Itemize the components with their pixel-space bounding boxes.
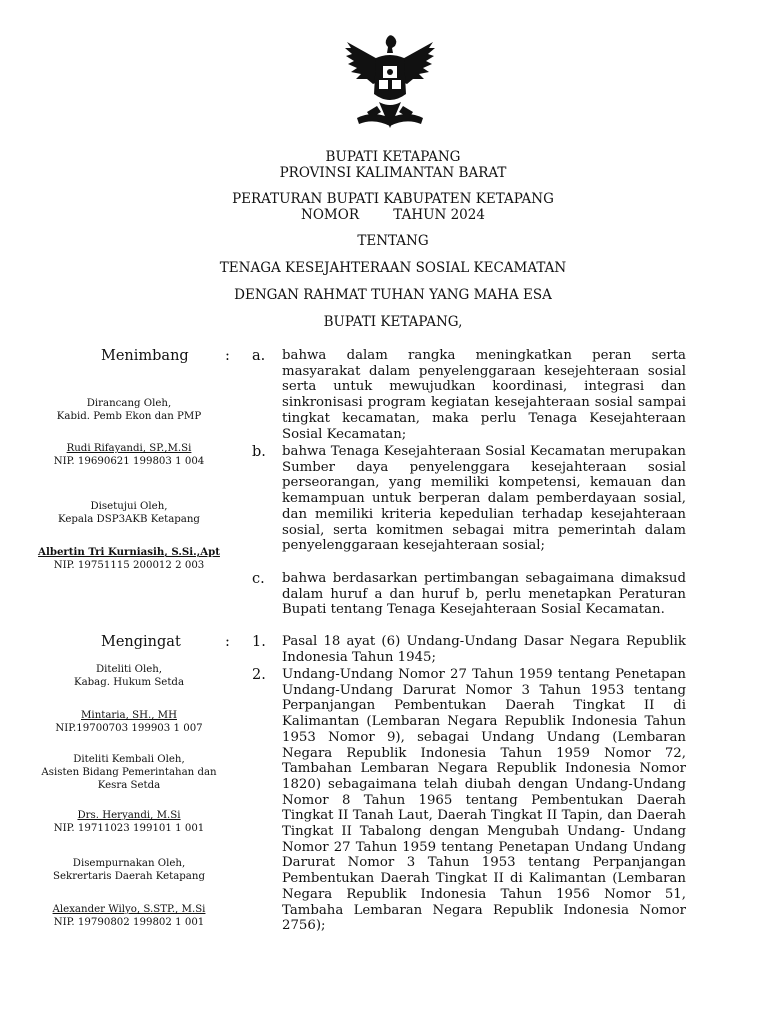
disempurnakan-name: Alexander Wilyo, S.STP., M.Si <box>52 904 206 915</box>
disetujui-nip: NIP. 19751115 200012 2 003 <box>53 560 205 571</box>
diteliti-kembali-role-cont: Kesra Setda <box>97 780 161 791</box>
dirancang-nip: NIP. 19690621 199803 1 004 <box>53 456 205 467</box>
menimbang-marker-b: b. <box>252 444 266 460</box>
menimbang-item-a: bahwa dalam rangka meningkatkan peran serta masyarakat dalam penyelenggaraan kesejehteraan sosial serta untuk mewujudkan koordinasi, integrasi dan sinkronisasi program kegiatan kesejahteraan sosial sampai tingkat kecamatan, maka perlu Tenaga Kesejahteraan Sosial Kecamatan; <box>282 348 686 442</box>
tentang-label: TENTANG <box>357 233 429 249</box>
disempurnakan-title: Disempurnakan Oleh, <box>72 858 186 869</box>
menimbang-colon: : <box>225 348 230 364</box>
disetujui-block <box>28 500 230 572</box>
disempurnakan-nip: NIP. 19790802 199802 1 001 <box>53 917 205 928</box>
mengingat-colon: : <box>225 634 230 650</box>
regulation-subject: TENAGA KESEJAHTERAAN SOSIAL KECAMATAN <box>219 260 567 276</box>
dirancang-role: Kabid. Pemb Ekon dan PMP <box>56 411 202 422</box>
mengingat-marker-1: 1. <box>252 634 266 650</box>
menimbang-label: Menimbang <box>101 348 189 364</box>
preamble-line: DENGAN RAHMAT TUHAN YANG MAHA ESA <box>234 287 552 303</box>
dirancang-title: Dirancang Oleh, <box>86 398 172 409</box>
mengingat-marker-2: 2. <box>252 667 266 683</box>
diteliti-name: Mintaria, SH., MH <box>81 710 177 721</box>
header-line-1: BUPATI KETAPANG <box>325 149 461 165</box>
disempurnakan-block <box>28 857 230 929</box>
disetujui-title: Disetujui Oleh, <box>90 501 168 512</box>
diteliti-kembali-role: Asisten Bidang Pemerintahan dan <box>41 767 217 778</box>
diteliti-kembali-name: Drs. Heryandi, M.Si <box>77 810 181 821</box>
menimbang-item-b: bahwa Tenaga Kesejahteraan Sosial Kecamatan merupakan Sumber daya penyelenggara kesejahteraan sosial perseorangan, yang memiliki kompetensi, kemauan dan kemampuan untuk berperan dalam pemberdayaan sosial, dan memiliki kriteria kepedulian terhadap kesejahteraan sosial, serta komitmen sebagai mitra pemerintah dalam penyelenggaraan kesejahteraan sosial; <box>282 444 686 554</box>
header-line-2: PROVINSI KALIMANTAN BARAT <box>279 165 507 181</box>
diteliti-role: Kabag. Hukum Setda <box>73 677 185 688</box>
bupati-line: BUPATI KETAPANG, <box>323 314 463 330</box>
menimbang-item-c: bahwa berdasarkan pertimbangan sebagaimana dimaksud dalam huruf a dan huruf b, perlu menetapkan Peraturan Bupati tentang Tenaga Kesejahteraan Sosial Kecamatan. <box>282 571 686 618</box>
diteliti-kembali-nip: NIP. 19711023 199101 1 001 <box>53 823 205 834</box>
disempurnakan-role: Sekrertaris Daerah Ketapang <box>53 871 205 882</box>
regulation-number: NOMOR TAHUN 2024 <box>301 207 485 223</box>
diteliti-nip: NIP.19700703 199903 1 007 <box>55 723 203 734</box>
disetujui-name: Albertin Tri Kurniasih, S.Si.,Apt <box>38 546 220 558</box>
diteliti-kembali-block <box>28 753 230 835</box>
diteliti-block <box>28 663 230 735</box>
regulation-title: PERATURAN BUPATI KABUPATEN KETAPANG <box>232 191 554 207</box>
diteliti-kembali-title: Diteliti Kembali Oleh, <box>73 754 185 765</box>
mengingat-item-2: Undang-Undang Nomor 27 Tahun 1959 tentang Penetapan Undang-Undang Darurat Nomor 3 Tahun 1953 tentang Perpanjangan Pembentukan Daerah Tingkat II di Kalimantan (Lembaran Negara Republik Indonesia Tahun 1953 Nomor 9), sebagai Undang Undang (Lembaran Negara Republik Indonesia Tahun 1959 Nomor 72, Tambahan Lembaran Negara Republik Indonesia Nomor 1820) sebagaimana telah diubah dengan Undang-Undang Nomor 8 Tahun 1965 tentang Pembentukan Daerah Tingkat II Tanah Laut, Daerah Tingkat II Tapin, dan Daerah Tingkat II Tabalong dengan Mengubah Undang- Undang Nomor 27 Tahun 1959 tentang Penetapan Undang Undang Darurat Nomor 3 Tahun 1953 tentang Perpanjangan Pembentukan Daerah Tingkat II di Kalimantan (Lembaran Negara Republik Indonesia Tahun 1956 Nomor 51, Tambaha Lembaran Negara Republik Indonesia Nomor 2756); <box>282 667 686 934</box>
disetujui-role: Kepala DSP3AKB Ketapang <box>58 514 200 525</box>
diteliti-title: Diteliti Oleh, <box>95 664 163 675</box>
dirancang-name: Rudi Rifayandi, SP.,M.Si <box>66 443 192 454</box>
menimbang-marker-c: c. <box>252 571 265 587</box>
menimbang-marker-a: a. <box>252 348 266 364</box>
dirancang-block <box>28 397 230 468</box>
mengingat-label: Mengingat <box>101 634 181 650</box>
mengingat-item-1: Pasal 18 ayat (6) Undang-Undang Dasar Negara Republik Indonesia Tahun 1945; <box>282 634 686 665</box>
garuda-emblem <box>343 32 437 136</box>
